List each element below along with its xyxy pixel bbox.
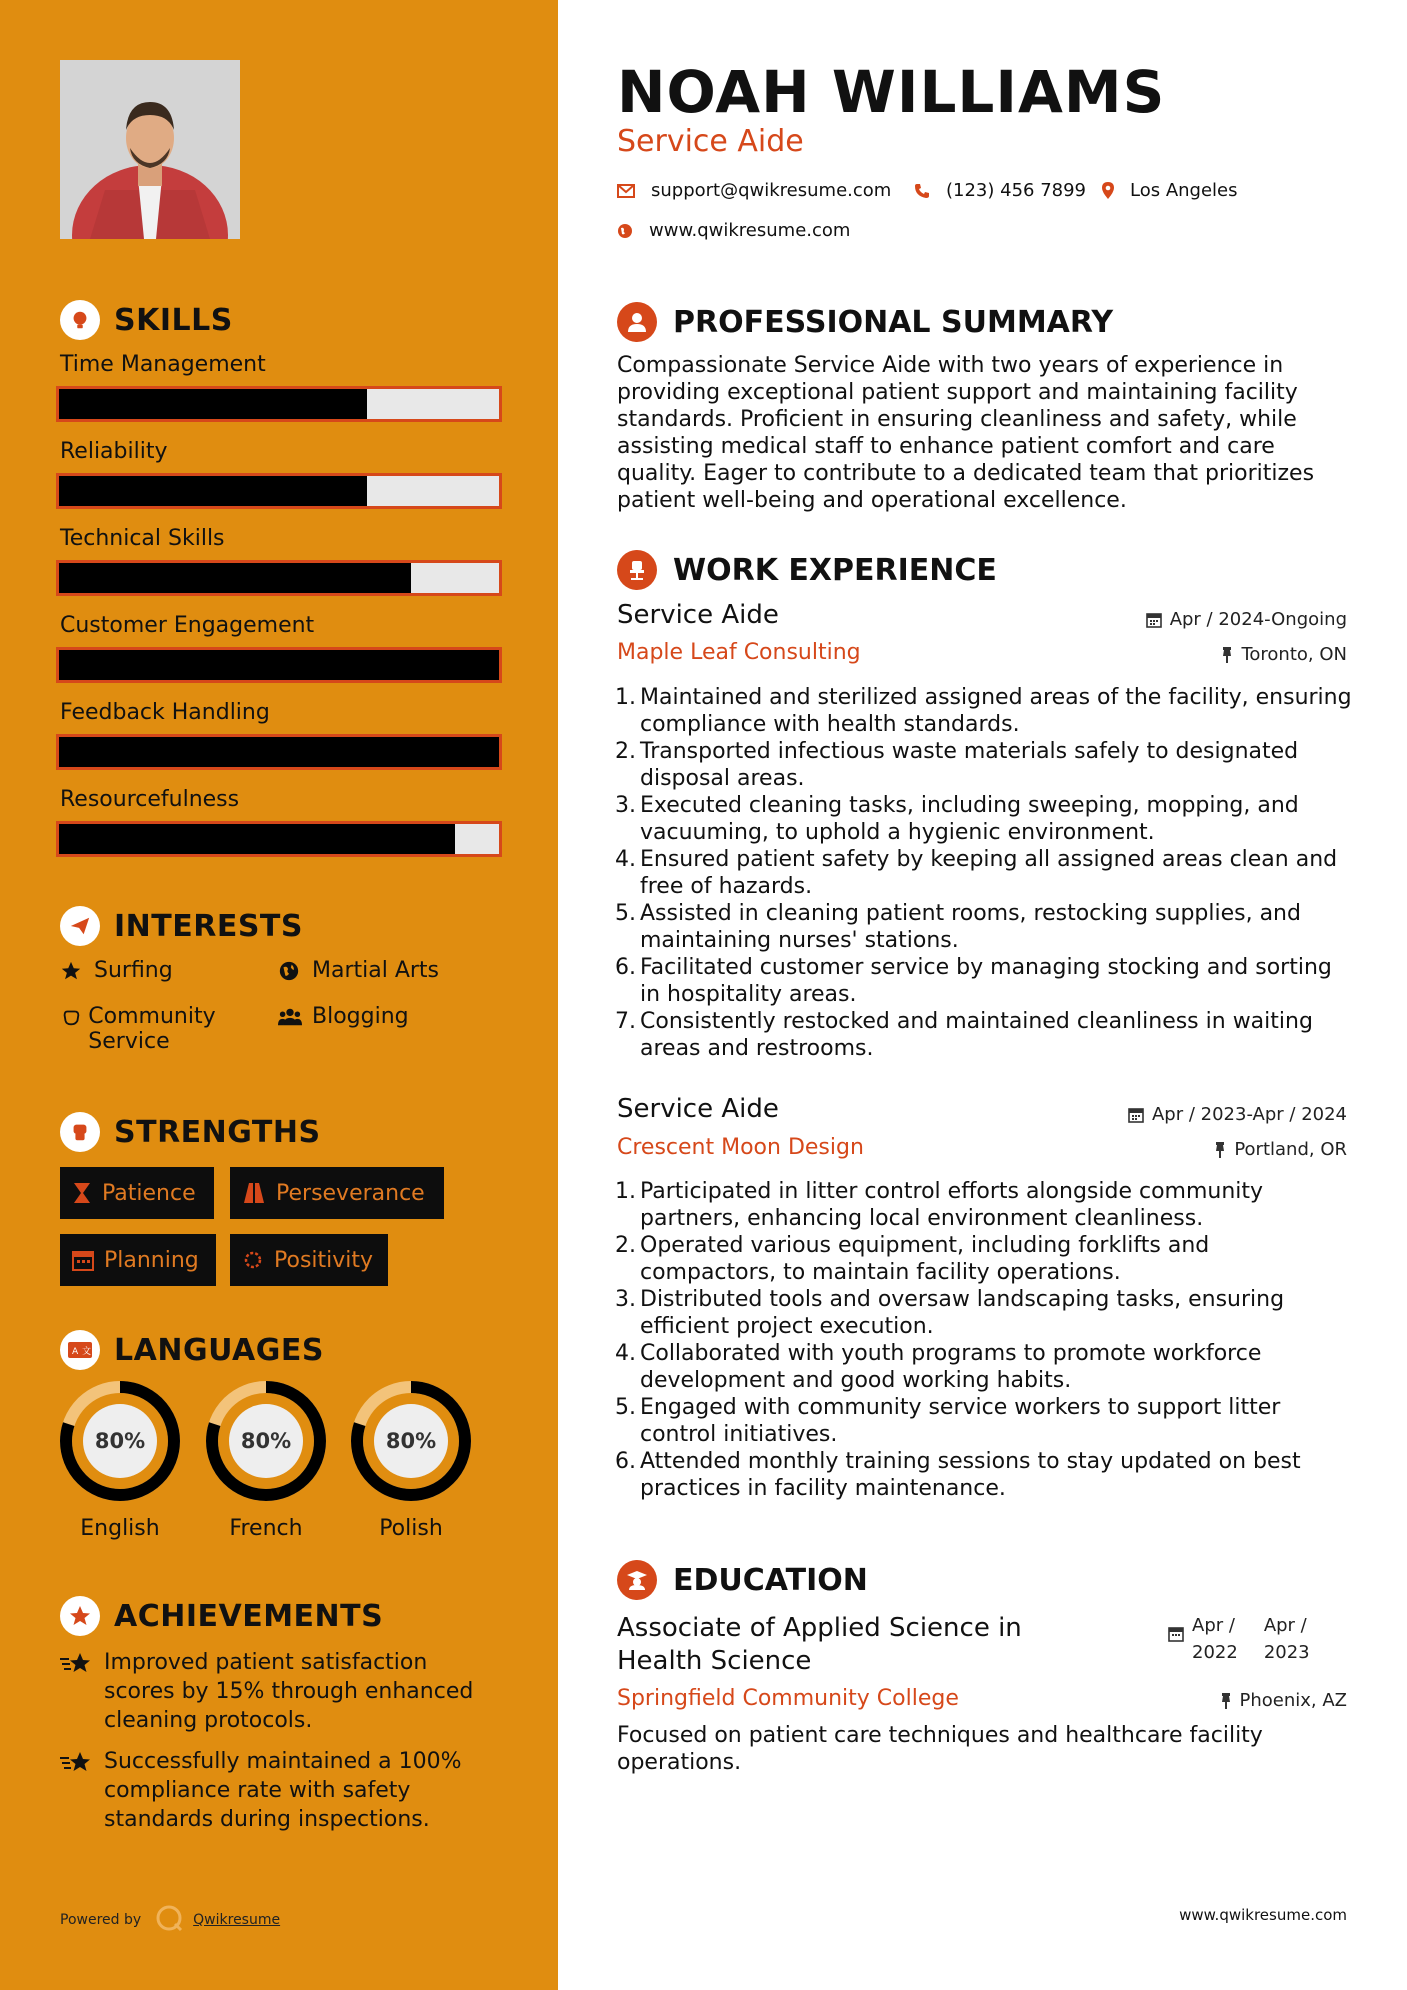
job-bullets: [612, 1178, 1352, 1502]
list-item: 7. Consistently restocked and maintained cleanliness in waiting areas and restrooms.: [615, 1009, 1313, 1061]
education-heading: [617, 1560, 868, 1600]
list-item: 6. Attended monthly training sessions to stay updated on best practices in facility maintenance.: [615, 1449, 1301, 1501]
job-location-text: Toronto, ON: [1241, 644, 1347, 665]
achievement-text: Improved patient satisfaction scores by 15% through enhanced cleaning protocols.: [104, 1650, 474, 1733]
svg-text:文: 文: [82, 1347, 92, 1357]
location-text: Los Angeles: [1130, 180, 1238, 201]
map-pin-icon: [1102, 182, 1114, 199]
skill-bar: [56, 473, 502, 509]
skill-label: Feedback Handling: [60, 700, 270, 725]
list-item: 1. Participated in litter control efforts alongside community partners, enhancing local environment cleanliness.: [615, 1179, 1264, 1231]
phone-icon: [914, 183, 930, 199]
job-date-text: Apr / 2024-Ongoing: [1169, 609, 1347, 630]
skill-bar-fill: [59, 650, 499, 680]
strength-tag: [230, 1167, 444, 1219]
calendar-icon: [72, 1249, 94, 1271]
interest-item: [60, 1004, 260, 1054]
website-contact[interactable]: [617, 220, 850, 241]
brand-link[interactable]: Qwikresume: [193, 1912, 281, 1928]
summary-text: Compassionate Service Aide with two years of experience in providing exceptional patient support and maintaining facility standards. Proficient in ensuring cleanliness and safety, while assisting medical staff to enhance patient comfort and care quality. Eager to contribute to a dedicated team that prioritizes patient well-being and operational excellence.: [617, 353, 1315, 513]
skills-heading: [60, 300, 233, 340]
skill-label: Resourcefulness: [60, 787, 240, 812]
fist-icon: [60, 1112, 100, 1152]
pushpin-icon: [1221, 647, 1233, 663]
envelope-icon: [617, 184, 635, 198]
list-item: 1. Maintained and sterilized assigned areas of the facility, ensuring compliance with health standards.: [615, 685, 1352, 737]
globe-icon: [617, 223, 633, 239]
interest-label: Martial Arts: [312, 958, 440, 983]
strengths-title: STRENGTHS: [114, 1114, 321, 1150]
education-end: Apr / 2023: [1263, 1615, 1310, 1663]
language-percent: 80%: [240, 1429, 292, 1453]
skills-title: SKILLS: [114, 302, 233, 338]
job-location: [1221, 644, 1347, 665]
strength-label: Patience: [102, 1180, 196, 1206]
language-icon: [60, 1330, 100, 1370]
powered-by-label: Powered by: [60, 1912, 142, 1928]
strength-label: Perseverance: [276, 1180, 425, 1206]
education-start: Apr / 2022: [1192, 1615, 1238, 1663]
location-contact: [1102, 180, 1238, 201]
sun-icon: [242, 1249, 264, 1271]
pushpin-icon: [1214, 1142, 1226, 1158]
star-badge-icon: [60, 1596, 100, 1636]
list-item: 2. Operated various equipment, including forklifts and compactors, to maintain facility operations.: [615, 1233, 1210, 1285]
experience-heading: [617, 550, 997, 590]
email-text: support@qwikresume.com: [651, 180, 892, 201]
language-ring: [59, 1380, 181, 1502]
skill-label: Customer Engagement: [60, 613, 315, 638]
skill-bar: [56, 734, 502, 770]
achievements-title: ACHIEVEMENTS: [114, 1598, 384, 1634]
calendar-icon: [1146, 612, 1162, 628]
hourglass-icon: [72, 1182, 92, 1204]
skill-bar: [56, 386, 502, 422]
company-name: Crescent Moon Design: [617, 1135, 864, 1160]
skill-bar: [56, 647, 502, 683]
languages-heading: [60, 1330, 324, 1370]
achievements-heading: [60, 1596, 383, 1636]
shooting-star-icon: [60, 1747, 104, 1834]
skill-bar-fill: [59, 737, 499, 767]
skill-bar: [56, 821, 502, 857]
language-ring: [350, 1380, 472, 1502]
strength-label: Positivity: [274, 1247, 374, 1273]
skill-label: Time Management: [60, 352, 266, 377]
candidate-name: NOAH WILLIAMS: [617, 58, 1166, 126]
school-name: Springfield Community College: [617, 1686, 959, 1711]
summary-heading: [617, 302, 1113, 342]
email-contact[interactable]: [617, 180, 891, 201]
users-icon: [278, 1004, 306, 1028]
star-icon: [60, 958, 88, 982]
experience-title: WORK EXPERIENCE: [673, 552, 997, 588]
list-item: 3. Executed cleaning tasks, including sweeping, mopping, and vacuuming, to uphold a hygienic environment.: [615, 793, 1299, 845]
education-location-text: Phoenix, AZ: [1239, 1690, 1347, 1711]
language-label: English: [80, 1516, 160, 1541]
strength-tag: [60, 1234, 216, 1286]
interest-item: [278, 958, 439, 983]
svg-text:A: A: [72, 1347, 79, 1357]
achievement-item: [60, 1747, 500, 1834]
languages-title: LANGUAGES: [114, 1332, 324, 1368]
skill-label: Technical Skills: [60, 526, 225, 551]
interest-item: [278, 1004, 409, 1029]
language-percent: 80%: [94, 1429, 146, 1453]
qwikresume-logo-icon: [155, 1904, 183, 1936]
list-item: 2. Transported infectious waste materials safely to designated disposal areas.: [615, 739, 1299, 791]
language-ring: [205, 1380, 327, 1502]
job-bullets: [612, 684, 1352, 1062]
phone-contact[interactable]: [914, 180, 1086, 201]
candidate-role: Service Aide: [617, 124, 804, 159]
pushpin-icon: [1220, 1693, 1232, 1709]
language-item: [59, 1380, 181, 1541]
job-date: [1128, 1104, 1347, 1125]
profile-photo: [60, 60, 240, 239]
shooting-star-icon: [60, 1648, 104, 1735]
education-description: Focused on patient care techniques and healthcare facility operations.: [617, 1723, 1263, 1775]
degree-title: Associate of Applied Science in Health Science: [617, 1613, 1022, 1676]
strength-label: Planning: [104, 1247, 199, 1273]
summary-title: PROFESSIONAL SUMMARY: [673, 304, 1114, 340]
interests-heading: [60, 906, 303, 946]
office-chair-icon: [617, 550, 657, 590]
skill-label: Reliability: [60, 439, 168, 464]
job-location: [1214, 1139, 1347, 1160]
sidebar: [0, 0, 558, 1990]
language-item: [205, 1380, 327, 1541]
skill-bar-fill: [59, 563, 411, 593]
road-icon: [242, 1182, 266, 1204]
graduate-icon: [617, 1560, 657, 1600]
skill-bar-fill: [59, 824, 455, 854]
language-item: [350, 1380, 472, 1541]
language-label: Polish: [379, 1516, 443, 1541]
paper-plane-icon: [60, 906, 100, 946]
education-title: EDUCATION: [673, 1562, 868, 1598]
education-date: [1168, 1612, 1336, 1666]
list-item: 5. Assisted in cleaning patient rooms, restocking supplies, and maintaining nurses' stations.: [615, 901, 1301, 953]
interest-label: Community Service: [88, 1004, 216, 1054]
list-item: 3. Distributed tools and oversaw landscaping tasks, ensuring efficient project execution.: [615, 1287, 1285, 1339]
lightbulb-icon: [60, 300, 100, 340]
globe-icon: [278, 958, 306, 982]
strengths-heading: [60, 1112, 321, 1152]
job-date-text: Apr / 2023-Apr / 2024: [1151, 1104, 1347, 1125]
interest-label: Blogging: [312, 1004, 409, 1029]
list-item: 4. Collaborated with youth programs to promote workforce development and good working habits.: [615, 1341, 1262, 1393]
powered-by: [60, 1904, 280, 1936]
language-label: French: [229, 1516, 303, 1541]
website-text: www.qwikresume.com: [649, 220, 851, 241]
list-item: 4. Ensured patient safety by keeping all assigned areas clean and free of hazards.: [615, 847, 1338, 899]
calendar-icon: [1168, 1626, 1184, 1642]
skill-bar-fill: [59, 476, 367, 506]
achievement-text: Successfully maintained a 100% compliance rate with safety standards during inspections.: [104, 1749, 462, 1832]
list-item: 6. Facilitated customer service by managing stocking and sorting in hospitality areas.: [615, 955, 1332, 1007]
job-location-text: Portland, OR: [1234, 1139, 1347, 1160]
achievement-item: [60, 1648, 500, 1735]
job-title: Service Aide: [617, 1094, 779, 1124]
skill-bar-fill: [59, 389, 367, 419]
education-location: [1220, 1690, 1348, 1711]
user-icon: [617, 302, 657, 342]
list-item: 5. Engaged with community service workers to support litter control initiatives.: [615, 1395, 1281, 1447]
language-percent: 80%: [385, 1429, 437, 1453]
job-date: [1146, 609, 1347, 630]
interests-title: INTERESTS: [114, 908, 303, 944]
strength-tag: [60, 1167, 214, 1219]
skill-bar: [56, 560, 502, 596]
job-title: Service Aide: [617, 600, 779, 630]
interest-label: Surfing: [94, 958, 173, 983]
footer-url[interactable]: www.qwikresume.com: [1179, 1906, 1347, 1924]
calendar-icon: [1128, 1107, 1144, 1123]
company-name: Maple Leaf Consulting: [617, 640, 861, 665]
phone-text: (123) 456 7899: [946, 180, 1087, 201]
strength-tag: [230, 1234, 388, 1286]
hand-icon: [60, 1004, 82, 1028]
interest-item: [60, 958, 173, 983]
